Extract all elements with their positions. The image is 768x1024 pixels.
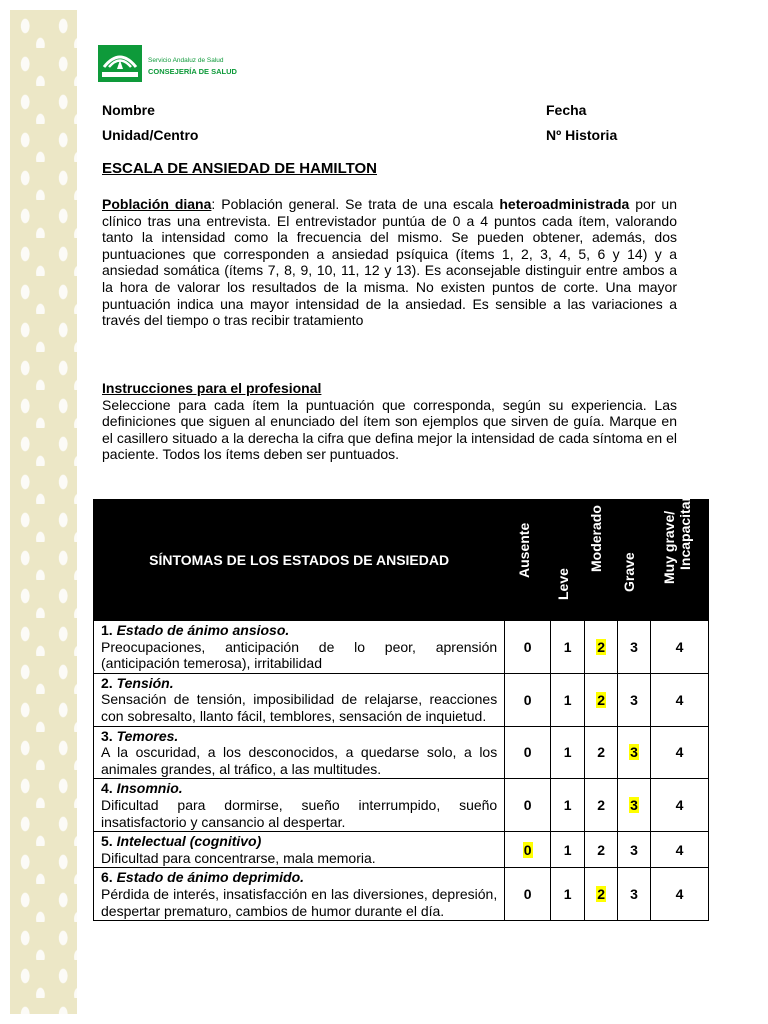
- score-value: 1: [563, 691, 572, 708]
- item-description: [94, 621, 505, 674]
- score-value: 1: [563, 886, 572, 903]
- score-cell[interactable]: [618, 779, 651, 832]
- selected-score: 0: [523, 841, 532, 858]
- score-cell[interactable]: [618, 726, 651, 779]
- col-moderado: Moderado: [585, 500, 618, 621]
- item-text: Pérdida de interés, insatisfacción en las diversiones, depresión, despertar prematuro, cambios de humor durante el día.: [101, 885, 498, 919]
- score-value: 4: [675, 638, 684, 655]
- item-text: A la oscuridad, a los desconocidos, a quedarse solo, a los animales grandes, al tráfico, a las multitudes.: [101, 744, 498, 777]
- table-header-symptoms: SÍNTOMAS DE LOS ESTADOS DE ANSIEDAD: [94, 500, 505, 621]
- item-title: [101, 675, 497, 692]
- item-text: Dificultad para dormirse, sueño interrumpido, sueño insatisfactorio y cansancio al despertar.: [101, 796, 498, 830]
- score-cell[interactable]: [651, 673, 709, 726]
- score-cell[interactable]: [551, 726, 585, 779]
- poblacion-paragraph: [102, 196, 677, 329]
- brand-line2: CONSEJERÍA DE SALUD: [148, 67, 237, 76]
- item-name: Temores.: [116, 727, 179, 744]
- fecha-label: Fecha: [546, 102, 587, 118]
- item-number: 5.: [101, 833, 117, 850]
- selected-score: 2: [597, 886, 605, 903]
- score-cell[interactable]: [618, 868, 651, 921]
- item-name: Intelectual (cognitivo): [116, 833, 262, 850]
- item-title: [101, 869, 497, 886]
- instrucciones-text: Seleccione para cada ítem la puntuación que corresponda, según su experiencia. Las definiciones que siguen al enunciado del ítem son ejemplos que sirven de guía. Marque en el casillero situado a la derecha la cifra que defina mejor la intensidad de cada síntoma en el paciente. Todos los ítems deben ser puntuados.: [102, 396, 677, 463]
- unidad-label: Unidad/Centro: [102, 127, 199, 143]
- item-number: 6.: [101, 869, 117, 886]
- item-description: [94, 726, 505, 779]
- col-grave: Grave: [618, 500, 651, 621]
- score-value: 0: [523, 797, 532, 814]
- score-value: 0: [523, 744, 532, 761]
- poblacion-text1: : Población general. Se trata de una escala: [211, 196, 500, 212]
- score-cell[interactable]: [651, 832, 709, 868]
- col-ausente: Ausente: [505, 500, 551, 621]
- hamilton-table: [93, 480, 709, 921]
- score-cell[interactable]: [505, 832, 551, 868]
- score-cell[interactable]: [585, 779, 618, 832]
- page-title: ESCALA DE ANSIEDAD DE HAMILTON: [102, 160, 378, 177]
- score-value: 4: [675, 797, 684, 814]
- item-title: [101, 780, 497, 797]
- brand-logo: [98, 45, 238, 83]
- selected-score: 3: [630, 797, 638, 814]
- col-muy-grave: Muy grave/ Incapacitante: [651, 500, 709, 621]
- item-text: Sensación de tensión, imposibilidad de relajarse, reacciones con sobresalto, llanto fácil, temblores, sensación de inquietud.: [101, 691, 498, 724]
- score-cell[interactable]: [551, 621, 585, 674]
- score-value: 3: [630, 886, 638, 903]
- table-row: [94, 621, 709, 674]
- item-title: [101, 728, 497, 745]
- item-description: [94, 868, 505, 921]
- score-value: 0: [523, 886, 532, 903]
- table-row: [94, 673, 709, 726]
- score-value: 2: [597, 797, 605, 814]
- item-title: [101, 833, 497, 850]
- score-cell[interactable]: [505, 779, 551, 832]
- score-cell[interactable]: [585, 868, 618, 921]
- score-cell[interactable]: [505, 868, 551, 921]
- score-value: 4: [675, 841, 684, 858]
- score-cell[interactable]: [618, 621, 651, 674]
- score-cell[interactable]: [618, 673, 651, 726]
- item-number: 2.: [101, 674, 117, 691]
- table-row: [94, 726, 709, 779]
- score-value: 1: [563, 744, 572, 761]
- poblacion-bold: heteroadministrada: [499, 196, 630, 212]
- junta-andalucia-seal: [98, 45, 142, 82]
- score-value: 4: [675, 691, 684, 708]
- score-cell[interactable]: [505, 673, 551, 726]
- table-row: [94, 832, 709, 868]
- score-cell[interactable]: [585, 832, 618, 868]
- item-description: [94, 832, 505, 868]
- score-cell[interactable]: [585, 621, 618, 674]
- score-cell[interactable]: [651, 621, 709, 674]
- nombre-label: Nombre: [102, 102, 155, 118]
- item-name: Estado de ánimo ansioso.: [116, 622, 290, 638]
- score-value: 3: [630, 841, 638, 858]
- instrucciones-label: Instrucciones para el profesional: [102, 380, 322, 396]
- table-row: [94, 779, 709, 832]
- score-cell[interactable]: [585, 673, 618, 726]
- score-cell[interactable]: [551, 832, 585, 868]
- score-cell[interactable]: [618, 832, 651, 868]
- selected-score: 3: [630, 744, 638, 761]
- item-name: Insomnio.: [116, 780, 183, 797]
- col-leve: Leve: [551, 500, 585, 621]
- score-value: 0: [523, 638, 532, 655]
- score-cell[interactable]: [551, 868, 585, 921]
- selected-score: 2: [597, 638, 605, 655]
- item-title: [101, 622, 497, 639]
- score-cell[interactable]: [551, 673, 585, 726]
- table-row: [94, 868, 709, 921]
- score-value: 2: [597, 841, 605, 858]
- item-number: 1.: [101, 622, 117, 638]
- item-name: Tensión.: [116, 674, 174, 691]
- item-description: [94, 673, 505, 726]
- item-name: Estado de ánimo deprimido.: [116, 869, 305, 886]
- score-cell[interactable]: [651, 779, 709, 832]
- historia-label: Nº Historia: [546, 127, 618, 143]
- poblacion-label: Población diana: [102, 196, 212, 212]
- score-cell[interactable]: [651, 868, 709, 921]
- item-number: 3.: [101, 727, 117, 744]
- item-number: 4.: [101, 780, 117, 797]
- item-text: Dificultad para concentrarse, mala memoria.: [101, 849, 376, 866]
- instrucciones-paragraph: [102, 380, 677, 463]
- score-value: 2: [597, 744, 605, 761]
- score-value: 1: [563, 841, 572, 858]
- score-value: 1: [563, 638, 572, 655]
- score-value: 3: [630, 638, 638, 655]
- item-text: Preocupaciones, anticipación de lo peor, aprensión (anticipación temerosa), irritabilidad: [101, 638, 498, 672]
- poblacion-text2: por un clínico tras una entrevista. El entrevistador puntúa de 0 a 4 puntos cada ítem, valorando tanto la intensidad como la frecuencia del mismo. Se pueden obtener, además, dos puntuaciones que corresponden a ansiedad psíquica (ítems 1, 2, 3, 4, 5, 6 y 14) y a ansiedad somática (ítems 7, 8, 9, 10, 11, 12 y 13). Es aconsejable distinguir entre ambos a la hora de valorar los resultados de la misma. No existen puntos de corte. Una mayor puntuación indica una mayor intensidad de la ansiedad. Es sensible a las variaciones a través del tiempo o tras recibir tratamiento: [102, 196, 677, 329]
- decorative-side-strip: [10, 10, 77, 1014]
- score-value: 3: [630, 691, 638, 708]
- selected-score: 2: [597, 691, 605, 708]
- score-value: 0: [523, 691, 532, 708]
- score-cell[interactable]: [505, 621, 551, 674]
- item-description: [94, 779, 505, 832]
- score-value: 4: [675, 744, 684, 761]
- score-cell[interactable]: [585, 726, 618, 779]
- brand-line1: Servicio Andaluz de Salud: [148, 57, 224, 64]
- score-cell[interactable]: [651, 726, 709, 779]
- score-value: 4: [675, 886, 684, 903]
- score-value: 1: [563, 797, 572, 814]
- score-cell[interactable]: [551, 779, 585, 832]
- score-cell[interactable]: [505, 726, 551, 779]
